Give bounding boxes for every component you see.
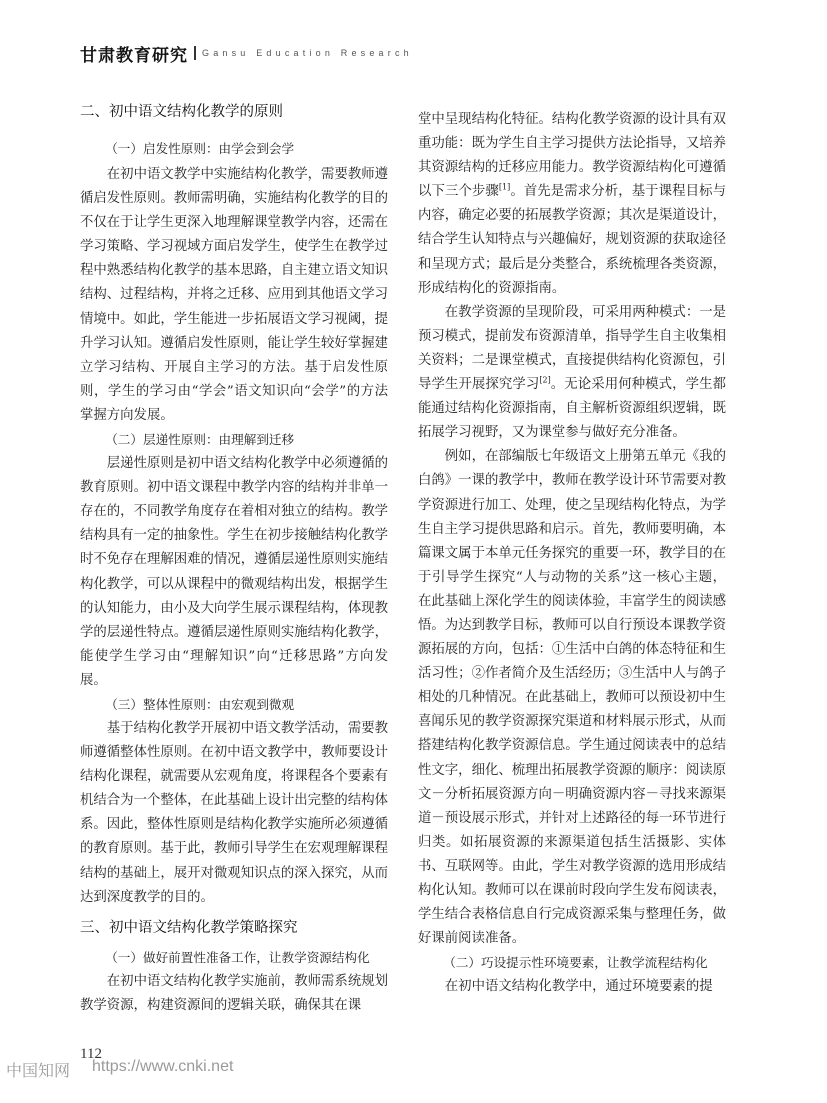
left-column [80, 100, 388, 1018]
paragraph-holistic: 基于结构化教学开展初中语文教学活动，需要教师遵循整体性原则。在初中语文教学中，教师要设计结构化课程，就需要从宏观角度，将课程各个要素有机结合为一个整体，在此基础上设计出完整的结构体系。因此，整体性原则是结构化教学实施所必须遵循的教育原则。基于此，教师引导学生在宏观理解课程结构的基础上，展开对微观知识点的深入探究，从而达到深度教学的目的。 [80, 720, 388, 905]
paragraph-presentation-modes: 在教学资源的呈现阶段，可采用两种模式：一是预习模式，提前发布资源清单，指导学生自主收集相关资料；二是课堂模式，直接提供结构化资源包，引导学生开展探究学习[2]。无论采用何种模式，学生都能通过结构化资源指南，自主解析资源组织逻辑，既拓展学习视野，又为课堂参与做好充分准备。 [418, 304, 726, 441]
section-3-heading: 三、初中语文结构化教学策略探究 [80, 919, 298, 936]
paragraph-resource-design: 堂中呈现结构化特征。结构化教学资源的设计具有双重功能：既为学生自主学习提供方法论指导，又培养其资源结构的迁移应用能力。教学资源结构化可遵循以下三个步骤[1]。首先是需求分析，基于课程目标与内容，确定必要的拓展教学资源；其次是渠道设计，结合学生认知特点与兴趣偏好，规划资源的获取途径和呈现方式；最后是分类整合，系统梳理各类资源，形成结构化的资源指南。 [418, 112, 726, 296]
subsection-preparation-heading: （一）做好前置性准备工作，让教学资源结构化 [105, 949, 370, 965]
journal-title-en: Gansu Education Research [202, 48, 413, 58]
right-column [418, 108, 726, 999]
journal-header [80, 40, 413, 66]
paragraph-example: 例如，在部编版七年级语文上册第五单元《我的白鸽》一课的教学中，教师在教学设计环节需要对教学资源进行加工、处理，使之呈现结构化特点，为学生自主学习提供思路和启示。首先，教师要明确，本篇课文属于本单元任务探究的重要一环，教学目的在于引导学生探究“人与动物的关系”这一核心主题，在此基础上深化学生的阅读体验，丰富学生的阅读感悟。为达到教学目标，教师可以自行预设本课教学资源拓展的方向，包括：①生活中白鸽的体态特征和生活习性；②作者简介及生活经历；③生活中人与鸽子相处的几种情况。在此基础上，教师可以预设初中生喜闻乐见的教学资源探究渠道和材料展示形式，从而搭建结构化教学资源信息。学生通过阅读表中的总结性文字，细化、梳理出拓展教学资源的顺序：阅读原文－分析拓展资源方向－明确资源内容－寻找来源渠道－预设展示形式，并针对上述路径的每一环节进行归类。如拓展资源的来源渠道包括生活摄影、实体书、互联网等。由此，学生对教学资源的选用形成结构化认知。教师可以在课前时段向学生发布阅读表，学生结合表格信息自行完成资源采集与整理任务，做好课前阅读准备。 [418, 449, 726, 947]
header-divider [194, 46, 196, 60]
subsection-progressive-heading: （二）层递性原则：由理解到迁移 [105, 432, 295, 448]
paragraph-heuristic: 在初中语文教学中实施结构化教学，需要教师遵循启发性原则。教师需明确，实施结构化教学的目的不仅在于让学生更深入地理解课堂教学内容，还需在学习策略、学习视域方面启发学生，使学生在教学过程中熟悉结构化教学的基本思路，自主建立语文知识结构、过程结构，并将之迁移、应用到其他语文学习情境中。如此，学生能进一步拓展语文学习视阈，提升学习认知。遵循启发性原则，能让学生较好掌握建立学习结构、开展自主学习的方法。基于启发性原则，学生的学习由“学会”语文知识向“会学”的方法掌握方向发展。 [80, 167, 388, 423]
citation-2[interactable]: [2] [539, 375, 551, 385]
journal-title-cn: 甘肃教育研究 [80, 45, 188, 66]
citation-1[interactable]: [1] [498, 182, 511, 192]
subsection-heuristic-heading: （一）启发性原则：由学会到会学 [105, 141, 295, 156]
paragraph-progressive: 层递性原则是初中语文结构化教学中必须遵循的教育原则。初中语文课程中教学内容的结构并非单一存在的，不同教学角度存在着相对独立的结构。教学结构具有一定的抽象性。学生在初步接触结构化教学时不免存在理解困难的情况，遵循层递性原则实施结构化教学，可以从课程中的微观结构出发，根据学生的认知能力，由小及大向学生展示课程结构，体现教学的层递性特点。遵循层递性原则实施结构化教学，能使学生学习由“理解知识”向“迁移思路”方向发展。 [80, 456, 388, 688]
paragraph-preparation: 在初中语文结构化教学实施前，教师需系统规划教学资源，构建资源间的逻辑关联，确保其在课 [80, 973, 388, 1013]
subsection-environment-heading: （二）巧设提示性环境要素，让教学流程结构化 [443, 955, 708, 971]
page-number: 112 [80, 1046, 102, 1062]
paragraph-environment: 在初中语文结构化教学中，通过环境要素的提 [444, 979, 713, 995]
watermark-url: https://www.cnki.net [92, 1058, 234, 1075]
section-2-heading: 二、初中语文结构化教学的原则 [80, 104, 283, 120]
cnki-watermark [6, 1058, 233, 1081]
watermark-logo-text: 中国知网 [6, 1063, 71, 1080]
subsection-holistic-heading: （三）整体性原则：由宏观到微观 [105, 696, 295, 712]
